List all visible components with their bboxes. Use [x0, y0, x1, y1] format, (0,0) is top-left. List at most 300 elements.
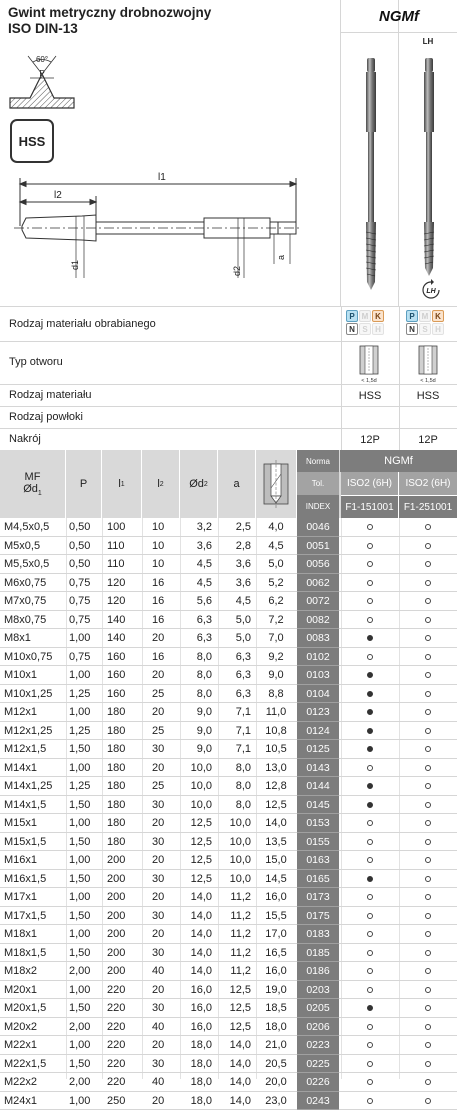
tap-image-right-hand — [360, 56, 382, 292]
index-cell: 0123 — [297, 703, 339, 722]
length-l1-cell: 180 — [102, 796, 142, 815]
material-groups-2 — [406, 310, 444, 335]
length-l1-cell: 120 — [102, 574, 142, 593]
length-l2-cell: 20 — [142, 925, 180, 944]
stock-open-icon — [425, 913, 431, 919]
length-l1-cell: 180 — [102, 759, 142, 778]
shank-diameter-cell: 9,0 — [180, 722, 218, 741]
stock-open-icon — [425, 561, 431, 567]
availability-cell — [341, 796, 399, 815]
table-row — [0, 648, 457, 667]
material-k-badge: K — [372, 310, 384, 322]
stock-open-icon — [425, 857, 431, 863]
thread-size-cell: M22x1 — [4, 1036, 66, 1055]
pitch-cell: 1,50 — [66, 999, 102, 1018]
availability-cell — [341, 1036, 399, 1055]
availability-cell — [341, 1018, 399, 1037]
drill-diameter-cell: 5,2 — [256, 574, 296, 593]
shank-diameter-cell: 10,0 — [180, 777, 218, 796]
drill-diameter-cell: 15,0 — [256, 851, 296, 870]
index-cell: 0206 — [297, 1018, 339, 1037]
length-l1-cell: 220 — [102, 1036, 142, 1055]
material-h-badge: H — [372, 323, 384, 335]
drill-diameter-cell: 10,5 — [256, 740, 296, 759]
square-a-cell: 2,8 — [218, 537, 256, 556]
length-l1-cell: 200 — [102, 925, 142, 944]
length-l2-cell: 40 — [142, 1018, 180, 1037]
table-row — [0, 999, 457, 1018]
availability-cell — [399, 592, 457, 611]
stock-open-icon — [367, 987, 373, 993]
stock-open-icon — [367, 617, 373, 623]
stock-open-icon — [425, 654, 431, 660]
stock-open-icon — [425, 1061, 431, 1067]
material-h-badge: H — [432, 323, 444, 335]
thread-size-cell: M12x1,5 — [4, 740, 66, 759]
stock-open-icon — [367, 1024, 373, 1030]
thread-size-cell: M22x2 — [4, 1073, 66, 1092]
stock-open-icon — [425, 987, 431, 993]
drill-diameter-cell: 14,0 — [256, 814, 296, 833]
material-p-badge: P — [346, 310, 358, 322]
thread-size-cell: M6x0,75 — [4, 574, 66, 593]
drill-diameter-cell: 7,0 — [256, 629, 296, 648]
thread-size-cell: M24x1 — [4, 1092, 66, 1110]
drill-diameter-cell: 20,5 — [256, 1055, 296, 1074]
shank-diameter-cell: 18,0 — [180, 1073, 218, 1092]
table-row — [0, 574, 457, 593]
square-a-cell: 6,3 — [218, 666, 256, 685]
pitch-cell: 1,00 — [66, 759, 102, 778]
thread-size-cell: M5x0,5 — [4, 537, 66, 556]
pitch-cell: 1,00 — [66, 629, 102, 648]
square-a-cell: 11,2 — [218, 888, 256, 907]
index-cell: 0185 — [297, 944, 339, 963]
length-l1-cell: 110 — [102, 537, 142, 556]
index-cell: 0223 — [297, 1036, 339, 1055]
length-l2-cell: 20 — [142, 629, 180, 648]
dim-a-label: a — [276, 255, 286, 260]
pitch-cell: 1,50 — [66, 1055, 102, 1074]
pitch-cell: 1,00 — [66, 1092, 102, 1110]
thread-size-cell: M18x1,5 — [4, 944, 66, 963]
index-cell: 0175 — [297, 907, 339, 926]
length-l1-cell: 220 — [102, 1055, 142, 1074]
length-l1-cell: 180 — [102, 703, 142, 722]
left-hand-label: LH — [399, 37, 457, 46]
stock-filled-icon — [367, 783, 373, 789]
stock-open-icon — [425, 728, 431, 734]
shank-diameter-cell: 12,5 — [180, 870, 218, 889]
drill-diameter-cell: 14,5 — [256, 870, 296, 889]
stock-filled-icon — [367, 876, 373, 882]
shank-diameter-cell: 12,5 — [180, 851, 218, 870]
shank-diameter-cell: 12,5 — [180, 814, 218, 833]
pitch-cell: 1,00 — [66, 888, 102, 907]
thread-size-cell: M18x2 — [4, 962, 66, 981]
length-l2-cell: 30 — [142, 1055, 180, 1074]
shank-diameter-cell: 5,6 — [180, 592, 218, 611]
stock-open-icon — [367, 654, 373, 660]
stock-open-icon — [367, 561, 373, 567]
shank-diameter-cell: 8,0 — [180, 666, 218, 685]
shank-diameter-cell: 9,0 — [180, 740, 218, 759]
cut-row — [0, 428, 457, 450]
square-a-cell: 7,1 — [218, 722, 256, 741]
index-cell: 0165 — [297, 870, 339, 889]
availability-cell — [341, 648, 399, 667]
table-row — [0, 888, 457, 907]
hss-badge: HSS — [10, 119, 54, 163]
drill-diameter-cell: 23,0 — [256, 1092, 296, 1110]
length-l2-cell: 20 — [142, 851, 180, 870]
stock-open-icon — [425, 931, 431, 937]
availability-cell — [341, 518, 399, 537]
pitch-cell: 2,00 — [66, 962, 102, 981]
square-a-cell: 10,0 — [218, 814, 256, 833]
title-line-1: Gwint metryczny drobnozwojny — [8, 5, 211, 21]
stock-open-icon — [367, 894, 373, 900]
stock-open-icon — [425, 765, 431, 771]
shank-diameter-cell: 14,0 — [180, 962, 218, 981]
pitch-cell: 0,75 — [66, 648, 102, 667]
index-cell: 0051 — [297, 537, 339, 556]
through-hole-icon — [358, 345, 380, 383]
thread-size-cell: M15x1 — [4, 814, 66, 833]
length-l2-cell: 30 — [142, 870, 180, 889]
shank-diameter-cell: 18,0 — [180, 1092, 218, 1110]
square-a-cell: 5,0 — [218, 611, 256, 630]
table-row — [0, 703, 457, 722]
length-l2-cell: 30 — [142, 944, 180, 963]
thread-size-cell: M18x1 — [4, 925, 66, 944]
shank-diameter-cell: 16,0 — [180, 1018, 218, 1037]
availability-cell — [341, 777, 399, 796]
thread-size-cell: M12x1 — [4, 703, 66, 722]
square-a-cell: 11,2 — [218, 907, 256, 926]
length-l1-cell: 140 — [102, 629, 142, 648]
pitch-cell: 0,50 — [66, 537, 102, 556]
stock-open-icon — [425, 617, 431, 623]
square-a-cell: 14,0 — [218, 1092, 256, 1110]
table-row — [0, 629, 457, 648]
length-l1-cell: 200 — [102, 851, 142, 870]
length-l2-cell: 30 — [142, 833, 180, 852]
material-p-badge: P — [406, 310, 418, 322]
pitch-cell: 1,25 — [66, 685, 102, 704]
ngmf-header: NGMf — [340, 450, 457, 472]
length-l1-cell: 100 — [102, 518, 142, 537]
table-row — [0, 1018, 457, 1037]
coating-row — [0, 406, 457, 428]
square-a-cell: 3,6 — [218, 555, 256, 574]
col-mf-header: MF $Ød_1$ — [0, 450, 66, 518]
stock-filled-icon — [367, 746, 373, 752]
tool-material-row — [0, 384, 457, 406]
length-l2-cell: 20 — [142, 1092, 180, 1110]
length-l2-cell: 20 — [142, 814, 180, 833]
table-row — [0, 611, 457, 630]
stock-open-icon — [367, 543, 373, 549]
stock-open-icon — [367, 968, 373, 974]
drill-diameter-cell: 13,0 — [256, 759, 296, 778]
square-a-cell: 12,5 — [218, 999, 256, 1018]
index-value-2: F1-251001 — [399, 495, 457, 518]
square-a-cell: 12,5 — [218, 1018, 256, 1037]
tol-header: Tol. — [297, 472, 339, 495]
stock-open-icon — [367, 839, 373, 845]
thread-size-cell: M12x1,25 — [4, 722, 66, 741]
thread-size-cell: M14x1,25 — [4, 777, 66, 796]
pitch-cell: 1,50 — [66, 870, 102, 889]
length-l1-cell: 180 — [102, 814, 142, 833]
length-l2-cell: 40 — [142, 962, 180, 981]
pitch-cell: 1,00 — [66, 851, 102, 870]
index-cell: 0104 — [297, 685, 339, 704]
pitch-cell: 1,50 — [66, 944, 102, 963]
stock-filled-icon — [367, 672, 373, 678]
thread-size-cell: M20x1 — [4, 981, 66, 1000]
length-l1-cell: 160 — [102, 648, 142, 667]
shank-diameter-cell: 3,6 — [180, 537, 218, 556]
length-l2-cell: 30 — [142, 796, 180, 815]
availability-cell — [399, 518, 457, 537]
index-cell: 0155 — [297, 833, 339, 852]
cut-label: Nakrój — [9, 433, 41, 445]
drill-diameter-cell: 4,5 — [256, 537, 296, 556]
stock-open-icon — [425, 524, 431, 530]
availability-cell — [399, 722, 457, 741]
tool-material-value-2: HSS — [399, 390, 457, 402]
material-groups-1 — [346, 310, 384, 335]
length-l1-cell: 160 — [102, 666, 142, 685]
material-m-badge: M — [419, 310, 431, 322]
length-l2-cell: 20 — [142, 888, 180, 907]
stock-open-icon — [367, 1079, 373, 1085]
availability-cell — [399, 962, 457, 981]
col-l2-header: l 2 — [142, 450, 180, 518]
shank-diameter-cell: 10,0 — [180, 759, 218, 778]
shank-diameter-cell: 14,0 — [180, 888, 218, 907]
cut-value-1: 12P — [341, 434, 399, 446]
material-m-badge: M — [359, 310, 371, 322]
table-row — [0, 592, 457, 611]
table-row — [0, 1073, 457, 1092]
index-cell: 0103 — [297, 666, 339, 685]
square-a-cell: 8,0 — [218, 796, 256, 815]
hole-note: < 1,5d — [420, 378, 435, 384]
index-cell: 0144 — [297, 777, 339, 796]
page-title — [8, 5, 211, 37]
length-l1-cell: 220 — [102, 999, 142, 1018]
drill-diameter-cell: 13,5 — [256, 833, 296, 852]
drill-diameter-cell: 7,2 — [256, 611, 296, 630]
index-cell: 0143 — [297, 759, 339, 778]
availability-cell — [399, 703, 457, 722]
square-a-cell: 10,0 — [218, 833, 256, 852]
square-a-cell: 8,0 — [218, 777, 256, 796]
shank-diameter-cell: 18,0 — [180, 1055, 218, 1074]
shank-diameter-cell: 12,5 — [180, 833, 218, 852]
drill-diameter-cell: 6,2 — [256, 592, 296, 611]
length-l1-cell: 200 — [102, 962, 142, 981]
tol-value-2: ISO2 (6H) — [399, 472, 457, 495]
col-drill-header — [256, 450, 297, 518]
length-l2-cell: 20 — [142, 703, 180, 722]
stock-open-icon — [425, 894, 431, 900]
index-cell: 0205 — [297, 999, 339, 1018]
drill-diameter-cell: 9,0 — [256, 666, 296, 685]
drill-diameter-cell: 12,5 — [256, 796, 296, 815]
availability-cell — [399, 1018, 457, 1037]
drill-diameter-cell: 16,0 — [256, 888, 296, 907]
stock-open-icon — [425, 1079, 431, 1085]
tap-dimension-drawing — [4, 168, 304, 288]
drill-diameter-cell: 8,8 — [256, 685, 296, 704]
availability-cell — [341, 999, 399, 1018]
stock-filled-icon — [367, 1005, 373, 1011]
pitch-cell: 1,00 — [66, 666, 102, 685]
availability-cell — [341, 944, 399, 963]
material-label: Rodzaj materiału obrabianego — [9, 318, 156, 330]
hole-type-label: Typ otworu — [9, 356, 63, 368]
length-l1-cell: 220 — [102, 1073, 142, 1092]
index-cell: 0083 — [297, 629, 339, 648]
index-cell: 0203 — [297, 981, 339, 1000]
stock-filled-icon — [367, 709, 373, 715]
availability-cell — [399, 648, 457, 667]
length-l2-cell: 16 — [142, 592, 180, 611]
thread-size-cell: M15x1,5 — [4, 833, 66, 852]
stock-open-icon — [425, 839, 431, 845]
hole-note: < 1,5d — [361, 378, 376, 384]
availability-cell — [399, 796, 457, 815]
pitch-cell: 1,00 — [66, 703, 102, 722]
drill-hole-icon — [261, 458, 291, 510]
length-l2-cell: 16 — [142, 648, 180, 667]
shank-diameter-cell: 4,5 — [180, 555, 218, 574]
stock-open-icon — [425, 691, 431, 697]
square-a-cell: 8,0 — [218, 759, 256, 778]
pitch-cell: 1,00 — [66, 981, 102, 1000]
length-l2-cell: 10 — [142, 518, 180, 537]
length-l2-cell: 25 — [142, 722, 180, 741]
availability-cell — [341, 537, 399, 556]
thread-size-cell: M10x1 — [4, 666, 66, 685]
shank-diameter-cell: 14,0 — [180, 907, 218, 926]
pitch-cell: 2,00 — [66, 1018, 102, 1037]
stock-open-icon — [367, 1061, 373, 1067]
drill-diameter-cell: 18,5 — [256, 999, 296, 1018]
availability-cell — [399, 1092, 457, 1110]
index-cell: 0082 — [297, 611, 339, 630]
stock-open-icon — [367, 931, 373, 937]
thread-size-cell: M8x0,75 — [4, 611, 66, 630]
length-l2-cell: 25 — [142, 685, 180, 704]
stock-open-icon — [425, 543, 431, 549]
square-a-cell: 14,0 — [218, 1073, 256, 1092]
stock-open-icon — [425, 635, 431, 641]
thread-size-cell: M20x2 — [4, 1018, 66, 1037]
availability-cell — [341, 740, 399, 759]
material-n-badge: N — [346, 323, 358, 335]
availability-cell — [341, 814, 399, 833]
drill-diameter-cell: 16,5 — [256, 944, 296, 963]
table-row — [0, 925, 457, 944]
pitch-cell: 0,75 — [66, 592, 102, 611]
stock-open-icon — [367, 580, 373, 586]
table-row — [0, 1055, 457, 1074]
stock-open-icon — [367, 950, 373, 956]
availability-cell — [341, 851, 399, 870]
stock-open-icon — [425, 783, 431, 789]
length-l1-cell: 180 — [102, 777, 142, 796]
thread-size-cell: M17x1,5 — [4, 907, 66, 926]
index-cell: 0046 — [297, 518, 339, 537]
drill-diameter-cell: 4,0 — [256, 518, 296, 537]
availability-cell — [399, 925, 457, 944]
cut-value-2: 12P — [399, 434, 457, 446]
square-a-cell: 11,2 — [218, 944, 256, 963]
length-l1-cell: 120 — [102, 592, 142, 611]
table-row — [0, 518, 457, 537]
length-l2-cell: 30 — [142, 740, 180, 759]
drill-diameter-cell: 10,8 — [256, 722, 296, 741]
availability-cell — [341, 888, 399, 907]
table-row — [0, 1036, 457, 1055]
pitch-cell: 0,75 — [66, 574, 102, 593]
availability-cell — [399, 777, 457, 796]
thread-size-cell: M20x1,5 — [4, 999, 66, 1018]
drill-diameter-cell: 18,0 — [256, 1018, 296, 1037]
length-l2-cell: 30 — [142, 907, 180, 926]
availability-cell — [341, 555, 399, 574]
length-l1-cell: 180 — [102, 740, 142, 759]
material-n-badge: N — [406, 323, 418, 335]
availability-cell — [341, 1055, 399, 1074]
availability-cell — [399, 611, 457, 630]
stock-open-icon — [425, 672, 431, 678]
table-row — [0, 796, 457, 815]
square-a-cell: 10,0 — [218, 870, 256, 889]
index-cell: 0243 — [297, 1092, 339, 1110]
availability-cell — [341, 685, 399, 704]
availability-cell — [399, 537, 457, 556]
square-a-cell: 14,0 — [218, 1036, 256, 1055]
tool-material-label: Rodzaj materiału — [9, 389, 92, 401]
table-row — [0, 722, 457, 741]
thread-size-cell: M5,5x0,5 — [4, 555, 66, 574]
length-l2-cell: 20 — [142, 666, 180, 685]
length-l1-cell: 110 — [102, 555, 142, 574]
material-s-badge: S — [359, 323, 371, 335]
table-row — [0, 537, 457, 556]
thread-size-cell: M16x1 — [4, 851, 66, 870]
index-cell: 0163 — [297, 851, 339, 870]
drill-diameter-cell: 20,0 — [256, 1073, 296, 1092]
availability-cell — [399, 555, 457, 574]
stock-open-icon — [367, 598, 373, 604]
availability-cell — [399, 759, 457, 778]
drill-diameter-cell: 11,0 — [256, 703, 296, 722]
availability-cell — [399, 944, 457, 963]
thread-size-cell: M4,5x0,5 — [4, 518, 66, 537]
thread-size-cell: M8x1 — [4, 629, 66, 648]
length-l2-cell: 10 — [142, 555, 180, 574]
index-value-1: F1-151001 — [341, 495, 399, 518]
index-cell: 0173 — [297, 888, 339, 907]
dim-d2-label: d2 — [232, 266, 242, 276]
